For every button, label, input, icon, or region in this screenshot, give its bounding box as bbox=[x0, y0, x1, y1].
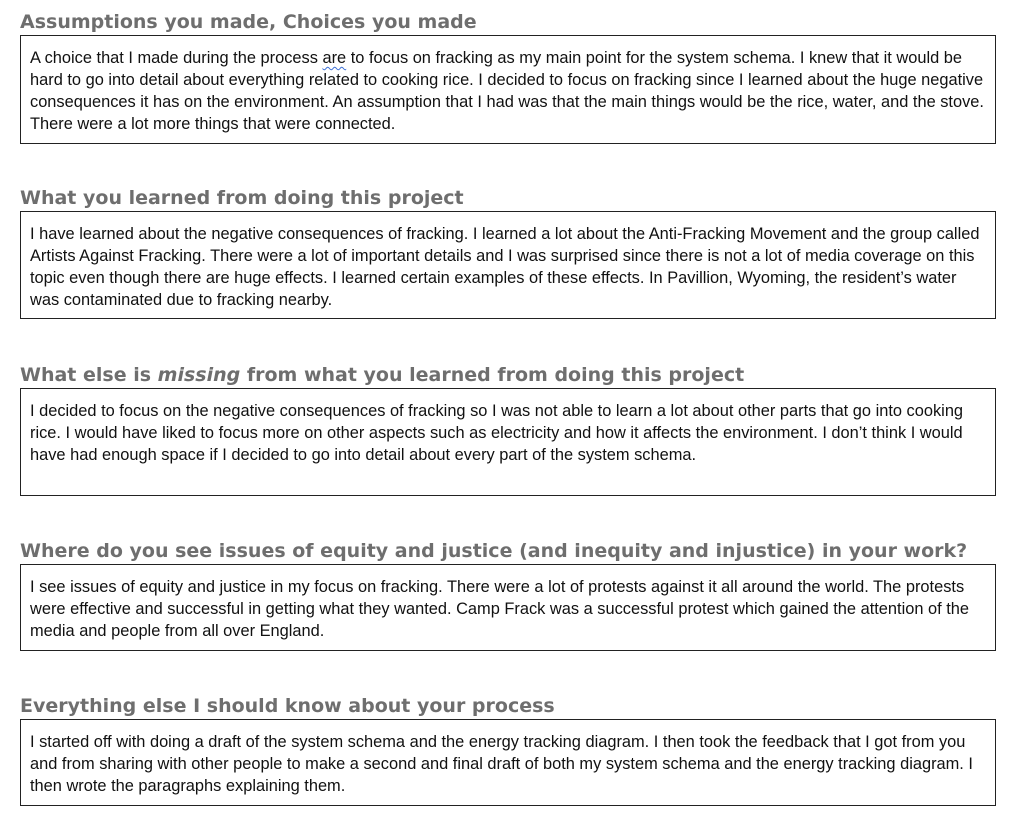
heading-emphasis: missing bbox=[157, 364, 241, 386]
section-heading: Where do you see issues of equity and justice (and inequity and injustice) in your work? bbox=[20, 540, 968, 562]
answer-text: I see issues of equity and justice in my focus on fracking. There were a lot of protests against it all around the world. The protests were effective and successful in getting what they wanted. Camp Frack was a successful protest which gained the attention of the media and people from all over England. bbox=[30, 578, 970, 640]
section-missing bbox=[20, 362, 996, 496]
answer-box[interactable] bbox=[20, 211, 996, 319]
answer-text: I decided to focus on the negative consequences of fracking so I was not able to learn a lot about other parts that go into cooking rice. I would have liked to focus more on other aspects such as electricity and how it affects the environment. I don’t think I would have had enough space if I decided to go into detail about every part of the system schema. bbox=[30, 402, 964, 464]
section-process bbox=[20, 693, 996, 806]
spellcheck-flagged-word[interactable]: are bbox=[322, 49, 347, 67]
answer-box[interactable] bbox=[20, 388, 996, 496]
section-heading: Everything else I should know about your process bbox=[20, 695, 555, 717]
section-heading: Assumptions you made, Choices you made bbox=[20, 11, 477, 33]
answer-box[interactable] bbox=[20, 35, 996, 144]
answer-text: to focus on fracking as my main point for the system schema. I knew that it would be hard to go into detail about everything related to cooking rice. I decided to focus on fracking since I learned about the huge negative consequences it has on the environment. An assumption that I had was that the main things would be the rice, water, and the stove. There were a lot more things that were connected. bbox=[30, 49, 984, 133]
section-heading: What else is missing from what you learned from doing this project bbox=[20, 364, 745, 386]
section-equity-justice bbox=[20, 538, 996, 651]
answer-text: A choice that I made during the process bbox=[30, 49, 323, 67]
answer-box[interactable] bbox=[20, 719, 996, 806]
section-learned bbox=[20, 185, 996, 319]
answer-text: I have learned about the negative consequences of fracking. I learned a lot about the Anti-Fracking Movement and the group called Artists Against Fracking. There were a lot of important details and I was surprised since there is not a lot of media coverage on this topic even though there are huge effects. I learned certain examples of these effects. In Pavillion, Wyoming, the resident’s water was contaminated due to fracking nearby. bbox=[30, 225, 980, 309]
answer-box[interactable] bbox=[20, 564, 996, 651]
section-assumptions bbox=[20, 9, 996, 144]
section-heading: What you learned from doing this project bbox=[20, 187, 464, 209]
answer-text: I started off with doing a draft of the system schema and the energy tracking diagram. I then took the feedback that I got from you and from sharing with other people to make a second and final draft of both my system schema and the energy tracking diagram. I then wrote the paragraphs explaining them. bbox=[30, 733, 973, 795]
